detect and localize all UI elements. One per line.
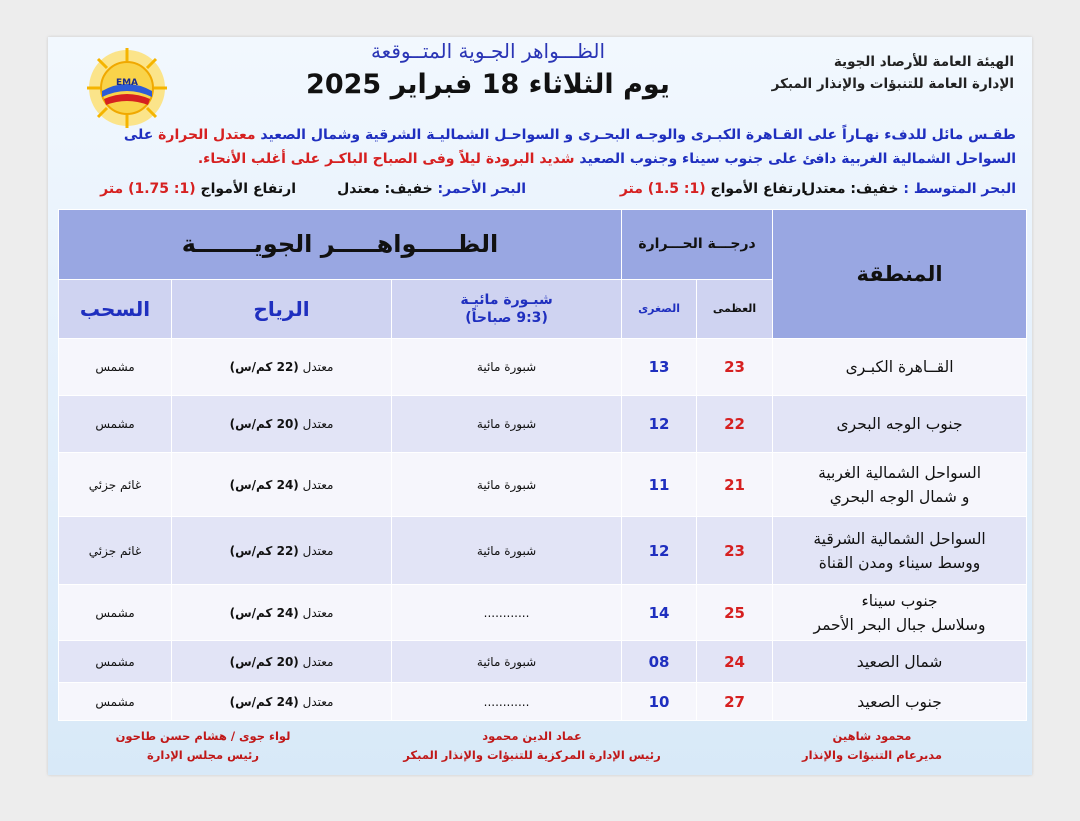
wind-prefix: معتدل bbox=[302, 654, 334, 669]
wind-prefix: معتدل bbox=[302, 694, 334, 709]
max-temp-cell: 24 bbox=[697, 641, 773, 683]
fog-cell: ............ bbox=[392, 683, 622, 721]
header-clouds: السحب bbox=[59, 279, 172, 338]
weather-summary bbox=[62, 123, 1016, 171]
wind-cell bbox=[172, 683, 392, 721]
wind-cell bbox=[172, 641, 392, 683]
wind-value: (24 كم/س) bbox=[229, 477, 299, 492]
wind-prefix: معتدل bbox=[302, 605, 334, 620]
table-row bbox=[59, 453, 1027, 517]
wind-value: (22 كم/س) bbox=[229, 543, 299, 558]
wind-prefix: معتدل bbox=[302, 543, 334, 558]
max-temp-cell: 23 bbox=[697, 339, 773, 396]
summary-part-1: طقـس مائل للدفء نهـاراً على القـاهرة الكبـرى والوجـه البحـرى و السواحـل الشماليـة الشرقية وشمال الصعيد bbox=[260, 127, 1016, 143]
sea-conditions bbox=[62, 181, 1016, 205]
page-title: يوم الثلاثاء 18 فبراير 2025 bbox=[306, 69, 670, 100]
signature-center bbox=[382, 727, 682, 765]
max-temp-cell: 23 bbox=[697, 517, 773, 585]
wind-cell bbox=[172, 396, 392, 453]
region-cell bbox=[773, 453, 1027, 517]
wind-value: (24 كم/س) bbox=[229, 694, 299, 709]
region-name: شمال الصعيد bbox=[856, 652, 943, 671]
header-phenomena: الظـــــواهـــــر الجويـــــــة bbox=[59, 210, 622, 280]
min-temp-cell: 11 bbox=[622, 453, 697, 517]
red-sea-label: البحر الأحمر: bbox=[437, 181, 526, 197]
wind-cell bbox=[172, 517, 392, 585]
max-temp-cell: 27 bbox=[697, 683, 773, 721]
clouds-cell: مشمس bbox=[59, 641, 172, 683]
page-subtitle: الظـــواهر الجـوية المتــوقعة bbox=[370, 39, 606, 63]
min-temp-cell: 13 bbox=[622, 339, 697, 396]
med-sea-value: خفيف: معتدل bbox=[802, 181, 899, 197]
region-name: جنوب الوجه البحرى bbox=[836, 415, 963, 433]
header-fog bbox=[392, 279, 622, 338]
signature-name: عماد الدين محمود bbox=[482, 729, 582, 743]
summary-part-2: معتدل الحرارة bbox=[158, 127, 256, 143]
table-row bbox=[59, 517, 1027, 585]
region-name: القــاهرة الكبـرى bbox=[845, 358, 954, 376]
clouds-cell: مشمس bbox=[59, 683, 172, 721]
region-name: السواحل الشمالية الشرقية bbox=[813, 529, 986, 548]
region-cell bbox=[773, 396, 1027, 453]
min-temp-cell: 10 bbox=[622, 683, 697, 721]
summary-part-5: شديد البرودة ليلاً وفى الصباح الباكـر على أغلب الأنحاء. bbox=[197, 151, 575, 167]
header-temperature: درجـــة الحـــرارة bbox=[622, 210, 773, 280]
min-temp-cell: 12 bbox=[622, 396, 697, 453]
max-temp-cell: 25 bbox=[697, 585, 773, 641]
fog-cell: شبورة مائية bbox=[392, 453, 622, 517]
min-temp-cell: 12 bbox=[622, 517, 697, 585]
wind-prefix: معتدل bbox=[302, 360, 334, 374]
wind-cell bbox=[172, 339, 392, 396]
signature-name: لواء جوى / هشام حسن طاحون bbox=[115, 729, 291, 743]
header-fog-time: (9:3 صباحاً) bbox=[465, 309, 548, 326]
forecast-table bbox=[58, 209, 1027, 721]
region-cell bbox=[773, 517, 1027, 585]
header-max-temp: العظمى bbox=[697, 279, 773, 338]
signature-role: رئيس الإدارة المركزية للتنبؤات والإنذار المبكر bbox=[403, 748, 661, 762]
clouds-cell: غائم جزئي bbox=[59, 517, 172, 585]
wind-cell bbox=[172, 453, 392, 517]
wind-value: (20 كم/س) bbox=[229, 654, 299, 669]
region-name: جنوب الصعيد bbox=[857, 692, 942, 711]
clouds-cell: مشمس bbox=[59, 339, 172, 396]
header-region: المنطقة bbox=[773, 210, 1027, 339]
wind-prefix: معتدل bbox=[302, 477, 334, 492]
fog-cell: شبورة مائية bbox=[392, 641, 622, 683]
region-cell bbox=[773, 585, 1027, 641]
summary-part-3: على السواحل الشمالية الغربية bbox=[123, 127, 1016, 167]
ema-logo-icon bbox=[86, 47, 168, 129]
fog-cell: شبورة مائية bbox=[392, 517, 622, 585]
red-sea-value: خفيف: معتدل bbox=[337, 181, 433, 197]
max-temp-cell: 21 bbox=[697, 453, 773, 517]
table-row bbox=[59, 396, 1027, 453]
min-temp-cell: 08 bbox=[622, 641, 697, 683]
clouds-cell: غائم جزئي bbox=[59, 453, 172, 517]
region-cell bbox=[773, 339, 1027, 396]
header-fog-title: شبـورة مائيـة bbox=[460, 291, 553, 308]
wind-value: (24 كم/س) bbox=[229, 605, 299, 620]
org-name: الهيئة العامة للأرصاد الجوية bbox=[833, 54, 1014, 70]
region-cell bbox=[773, 683, 1027, 721]
wind-value: (22 كم/س) bbox=[229, 360, 299, 374]
med-wave-label: ارتفاع الأمواج bbox=[710, 181, 806, 197]
med-sea-waves bbox=[620, 181, 806, 197]
region-name: السواحل الشمالية الغربية bbox=[818, 463, 982, 482]
header-min-temp: الصغرى bbox=[622, 279, 697, 338]
red-wave-value: (1: 1.75) متر bbox=[100, 181, 196, 197]
max-temp-cell: 22 bbox=[697, 396, 773, 453]
org-department: الإدارة العامة للتنبؤات والإنذار المبكر bbox=[771, 76, 1014, 92]
logo-text: EMA bbox=[115, 78, 139, 88]
region-name-line2: ووسط سيناء ومدن القناة bbox=[818, 553, 981, 572]
signature-role: مديرعام التنبؤات والإنذار bbox=[801, 748, 943, 762]
table-row bbox=[59, 339, 1027, 396]
red-sea-waves bbox=[100, 181, 296, 197]
table-row bbox=[59, 641, 1027, 683]
wind-prefix: معتدل bbox=[302, 417, 334, 431]
min-temp-cell: 14 bbox=[622, 585, 697, 641]
fog-cell: شبورة مائية bbox=[392, 396, 622, 453]
organization-header bbox=[754, 51, 1014, 95]
signature-right bbox=[772, 727, 972, 765]
wind-cell bbox=[172, 585, 392, 641]
signature-name: محمود شاهين bbox=[832, 729, 912, 743]
signature-role: رئيس مجلس الإدارة bbox=[146, 748, 259, 762]
summary-part-4: دافئ على جنوب سيناء وجنوب الصعيد bbox=[579, 151, 837, 167]
med-sea-state bbox=[803, 181, 1016, 197]
med-sea-label: البحر المتوسط : bbox=[903, 181, 1016, 197]
table-row bbox=[59, 683, 1027, 721]
forecast-sheet bbox=[48, 37, 1032, 775]
wind-value: (20 كم/س) bbox=[229, 417, 299, 431]
fog-cell: شبورة مائية bbox=[392, 339, 622, 396]
clouds-cell: مشمس bbox=[59, 396, 172, 453]
med-wave-value: (1: 1.5) متر bbox=[619, 181, 706, 197]
signature-left bbox=[88, 727, 318, 765]
table-row bbox=[59, 585, 1027, 641]
red-wave-label: ارتفاع الأمواج bbox=[200, 181, 296, 197]
region-name-line2: و شمال الوجه البحري bbox=[829, 487, 970, 506]
region-cell bbox=[773, 641, 1027, 683]
clouds-cell: مشمس bbox=[59, 585, 172, 641]
red-sea-state bbox=[337, 181, 526, 197]
region-name-line2: وسلاسل جبال البحر الأحمر bbox=[813, 615, 986, 634]
fog-cell: ............ bbox=[392, 585, 622, 641]
header-wind: الرياح bbox=[172, 279, 392, 338]
region-name: جنوب سيناء bbox=[861, 591, 938, 610]
